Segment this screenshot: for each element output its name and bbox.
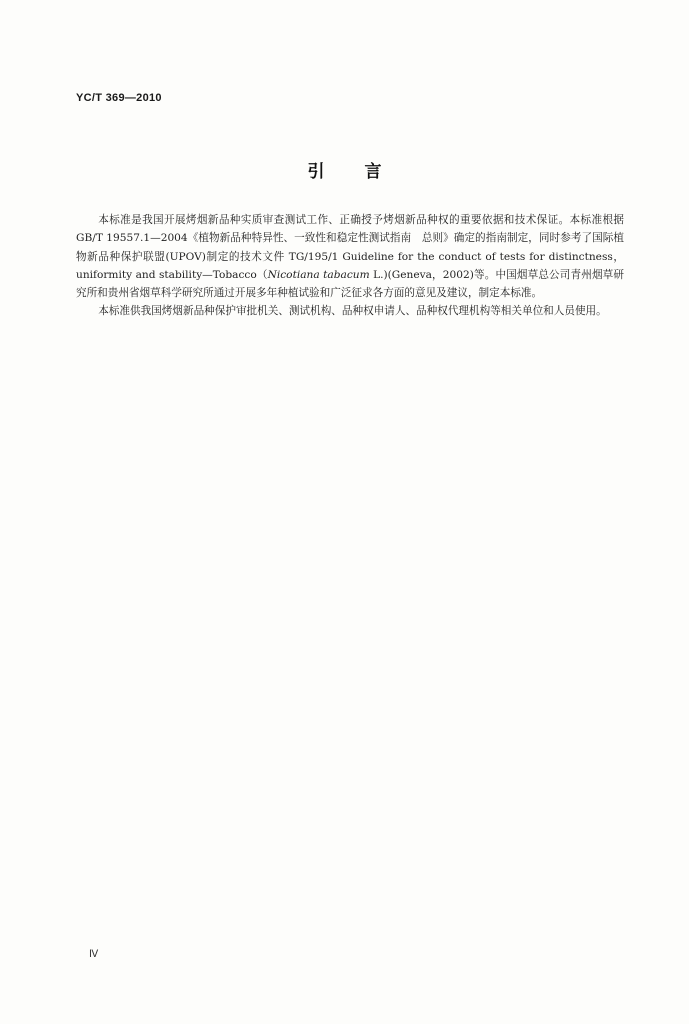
- standard-code: YC/T 369—2010: [76, 92, 162, 104]
- paragraph-1-text-cont: L.)(Geneva，2002)等。中国烟草总公司青州烟草研究所和贵州省烟草科学研究所通过开展多年种植试验和广泛征求各方面的意见及建议，制定本标准。: [76, 268, 624, 300]
- page-title: 引 言: [307, 162, 382, 182]
- document-body: [76, 211, 624, 321]
- page-number: Ⅳ: [89, 949, 99, 960]
- paragraph-2: 本标准供我国烤烟新品种保护审批机关、测试机构、品种权申请人、品种权代理机构等相关单位和人员使用。: [98, 305, 607, 318]
- paragraph-1: [76, 211, 624, 302]
- paragraph-1-text: 本标准是我国开展烤烟新品种实质审查测试工作、正确授予烤烟新品种权的重要依据和技术保证。本标准根据 GB/T 19557.1—2004《植物新品种特异性、一致性和稳定性测试指南 总则》确定的指南制定，同时参考了国际植物新品种保护联盟(UPOV)制定的技术文件 TG/195/1 Guideline for the conduct of tests for distinctness，uniformity and stability—Tobacco（: [76, 214, 624, 281]
- species-name: Nicotiana tabacum: [267, 268, 370, 281]
